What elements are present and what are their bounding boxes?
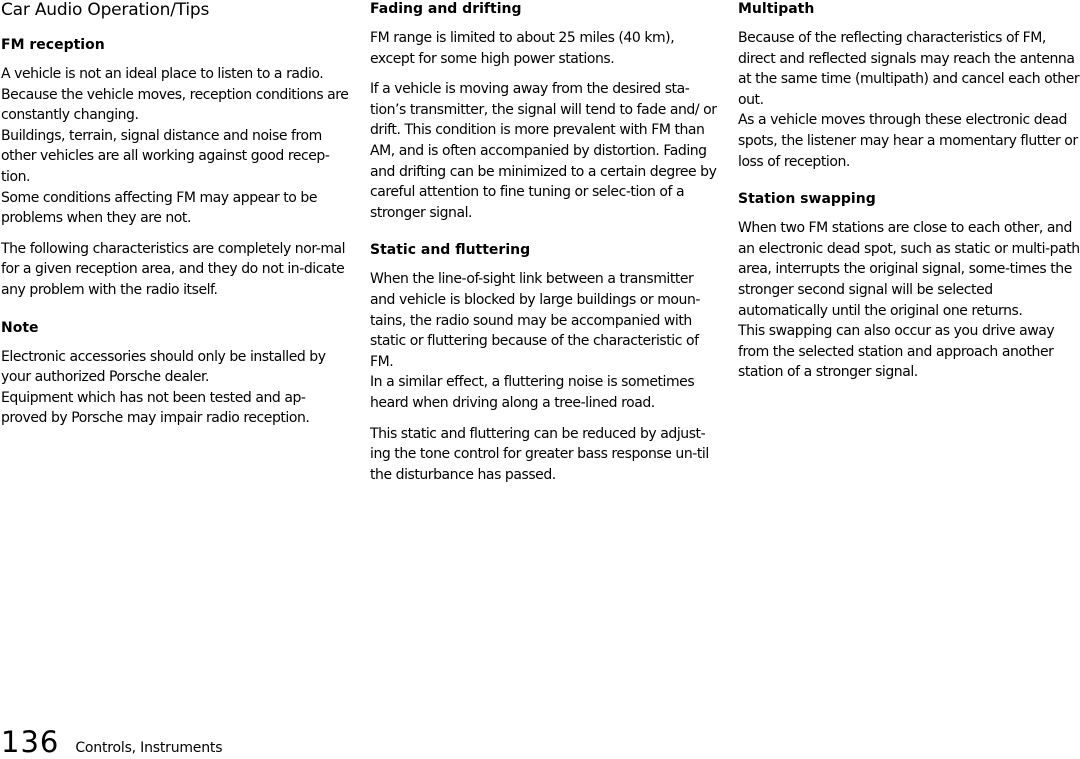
paragraph-note-1: Electronic accessories should only be installed by your authorized Porsche dealer. Equipment which has not been tested and ap-proved by Porsche may impair radio reception. [1,348,326,427]
paragraph-multipath-1: Because of the reflecting characteristics of FM, direct and reflected signals may reach the antenna at the same time (multipath) and cancel each other out. As a vehicle moves through these electronic dead spots, the listener may hear a momentary flutter or loss of reception. [738,30,1080,170]
footer-section-name: Controls, Instruments [75,740,223,756]
paragraph-fading-1: FM range is limited to about 25 miles (40 km), except for some high power stations. [370,30,675,67]
heading-note: Note [1,319,39,336]
column-left [1,0,351,439]
paragraph-static-1: When the line-of-sight link between a transmitter and vehicle is blocked by large buildings or moun-tains, the radio sound may be accompanied with static or fluttering because of the characteristic of FM. In a similar effect, a fluttering noise is sometimes heard when driving along a tree-lined road. [370,271,700,411]
running-title: Car Audio Operation/Tips [1,0,210,20]
heading-fm-reception: FM reception [1,37,105,53]
paragraph-fm-reception-2: The following characteristics are completely nor-mal for a given reception area, and they do not in-dicate any problem with the radio itself. [1,240,346,298]
paragraph-fm-reception-1: A vehicle is not an ideal place to listen to a radio. Because the vehicle moves, reception conditions are constantly changing. Buildings, terrain, signal distance and noise from other vehicles are all working against good recep-tion. Some conditions affecting FM may appear to be problems when they are not. [1,66,349,227]
heading-station-swapping: Station swapping [738,191,876,208]
column-middle [370,0,720,495]
page-footer [1,727,222,757]
page-number: 136 [1,725,60,759]
heading-static-fluttering: Static and fluttering [370,242,531,259]
paragraph-swapping-1: When two FM stations are close to each other, and an electronic dead spot, such as static or multi-path area, interrupts the original signal, some-times the stronger second signal will be selected automatically until the original one returns. This swapping can also occur as you drive away from the selected station and approach another station of a stronger signal. [738,220,1080,381]
column-right [738,0,1080,393]
heading-multipath: Multipath [738,1,815,17]
heading-fading-drifting: Fading and drifting [370,1,522,17]
paragraph-static-2: This static and fluttering can be reduced by adjust-ing the tone control for greater bass response un-til the disturbance has passed. [370,425,709,483]
paragraph-fading-2: If a vehicle is moving away from the desired sta-tion’s transmitter, the signal will tend to fade and/ or drift. This condition is more prevalent with FM than AM, and is often accompanied by distortion. Fading and drifting can be minimized to a certain degree by careful attention to fine tuning or selec-tion of a stronger signal. [370,81,717,221]
